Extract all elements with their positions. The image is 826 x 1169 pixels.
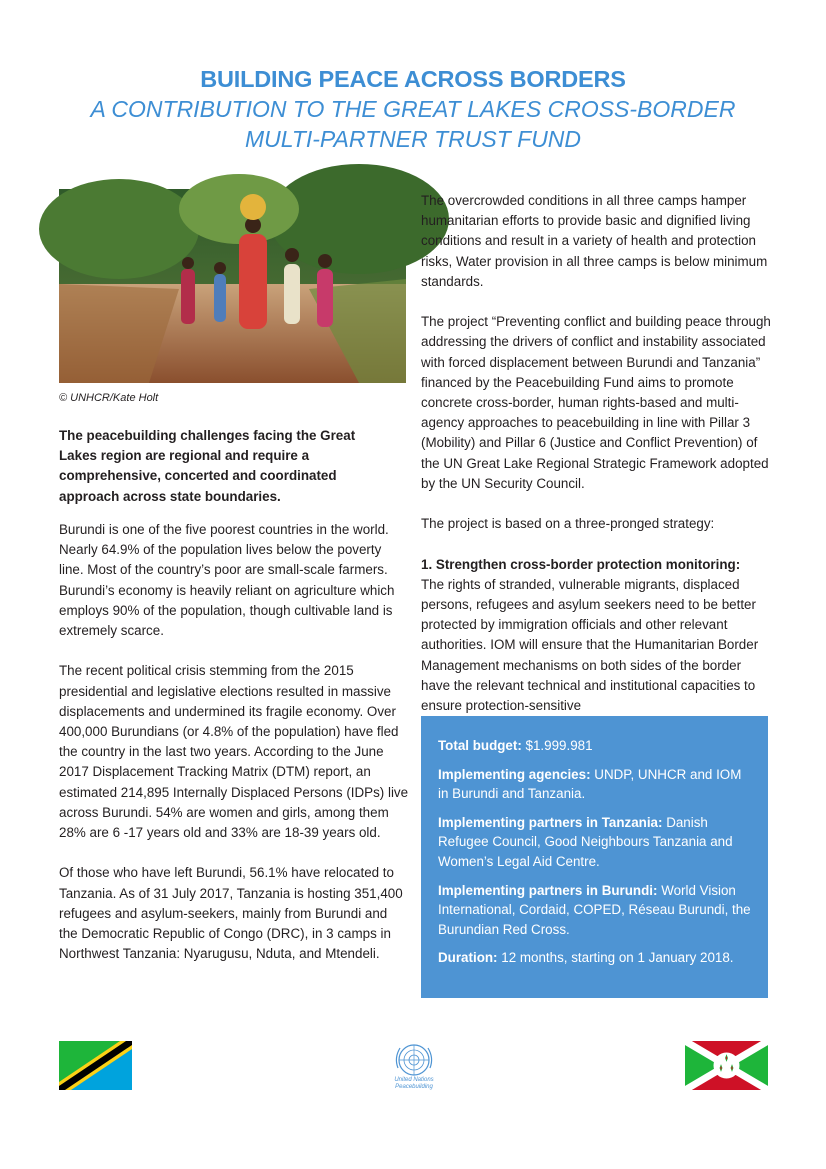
page-title: BUILDING PEACE ACROSS BORDERS bbox=[200, 66, 626, 92]
photo-image bbox=[59, 189, 406, 383]
agencies-label: Implementing agencies: bbox=[438, 766, 591, 782]
paragraph: The project “Preventing conflict and building peace through addressing the drivers of conflict and instability associated with forced displacement between Burundi and Tanzania” financed by the Peacebuilding Fund aims to promote concrete cross-border, human rights-based and multi-agency approaches to peacebuilding in line with Pillar 3 (Mobility) and Pillar 6 (Justice and Conflict Prevention) of the UN Great Lake Regional Strategic Framework adopted by the UN Security Council. bbox=[421, 314, 771, 491]
project-info-box bbox=[421, 716, 768, 998]
photo-caption: © UNHCR/Kate Holt bbox=[59, 392, 159, 404]
budget-value: $1.999.981 bbox=[525, 738, 593, 753]
subtitle-line-1: A CONTRIBUTION TO THE GREAT LAKES CROSS-BORDER bbox=[90, 96, 736, 122]
tanzania-partners-row bbox=[438, 813, 752, 872]
photo-women-children-walking bbox=[59, 189, 406, 383]
paragraph: The overcrowded conditions in all three camps hamper humanitarian efforts to provide basic and dignified living conditions and result in a variety of health and protection risks, Water provision in all three camps is below minimum standards. bbox=[421, 193, 768, 289]
duration-row bbox=[438, 948, 752, 968]
paragraph: The project is based on a three-pronged strategy: bbox=[421, 516, 715, 532]
right-column bbox=[421, 191, 771, 714]
burundi-flag-icon bbox=[685, 1041, 768, 1090]
strategy-heading: 1. Strengthen cross-border protection monitoring: bbox=[421, 556, 741, 572]
strategy-body: The rights of stranded, vulnerable migrants, displaced persons, refugees and asylum seekers need to be better protected by immigration officials and other relevant authorities. IOM will ensure that the Humanitarian Border Management mechanisms on both sides of the border have the relevant technical and institutional capacities to ensure protection-sensitive bbox=[421, 576, 759, 714]
un-peacebuilding-label: United Nations Peacebuilding bbox=[394, 1077, 434, 1090]
burundi-partners-row bbox=[438, 881, 752, 940]
strategy-item-1 bbox=[421, 555, 771, 717]
tanzania-partners-value: Danish Refugee Council, Good Neighbours Tanzania and Women’s Legal Aid Centre. bbox=[438, 814, 733, 869]
burundi-partners-label: Implementing partners in Burundi: bbox=[438, 882, 658, 898]
page-subtitle bbox=[0, 94, 826, 154]
subtitle-line-2: MULTI-PARTNER TRUST FUND bbox=[244, 126, 582, 152]
burundi-partners-value: World Vision International, Cordaid, COPED, Réseau Burundi, the Burundian Red Cross. bbox=[438, 882, 751, 937]
duration-label: Duration: bbox=[438, 950, 498, 966]
paragraph: Burundi is one of the five poorest countries in the world. Nearly 64.9% of the population lives below the poverty line. Most of the country’s poor are small-scale farmers. Burundi’s economy is heavily reliant on agriculture which employs 90% of the population, though cultivable land is extremely scarce. bbox=[59, 522, 395, 639]
paragraph: The recent political crisis stemming from the 2015 presidential and legislative elections resulted in massive displacements and undermined its fragile economy. Over 400,000 Burundians (or 4.8% of the population) have fled the country in the last two years. According to the June 2017 Displacement Tracking Matrix (DTM) report, an estimated 214,895 Internally Displaced Persons (IDPs) live across Burundi. 54% are women and girls, among them 28% are 6 -17 years old and 33% are 18-39 years old. bbox=[59, 663, 409, 841]
tanzania-partners-label: Implementing partners in Tanzania: bbox=[438, 814, 663, 830]
budget-row bbox=[438, 736, 752, 756]
agencies-row bbox=[438, 765, 752, 804]
tanzania-flag-icon bbox=[59, 1041, 132, 1090]
lead-paragraph: The peacebuilding challenges facing the Great Lakes region are regional and require a comprehensive, concerted and coordinated approach across state boundaries. bbox=[59, 428, 356, 504]
paragraph: Of those who have left Burundi, 56.1% have relocated to Tanzania. As of 31 July 2017, Tanzania is hosting 351,400 refugees and asylum-seekers, mainly from Burundi and the Democratic Republic of Congo (DRC), in 3 camps in Northwest Tanzania: Nyarugusu, Nduta, and Mtendeli. bbox=[59, 865, 403, 962]
duration-value: 12 months, starting on 1 January 2018. bbox=[501, 950, 734, 966]
left-column bbox=[59, 520, 409, 985]
budget-label: Total budget: bbox=[438, 738, 522, 753]
agencies-value: UNDP, UNHCR and IOM in Burundi and Tanzania. bbox=[438, 766, 742, 802]
